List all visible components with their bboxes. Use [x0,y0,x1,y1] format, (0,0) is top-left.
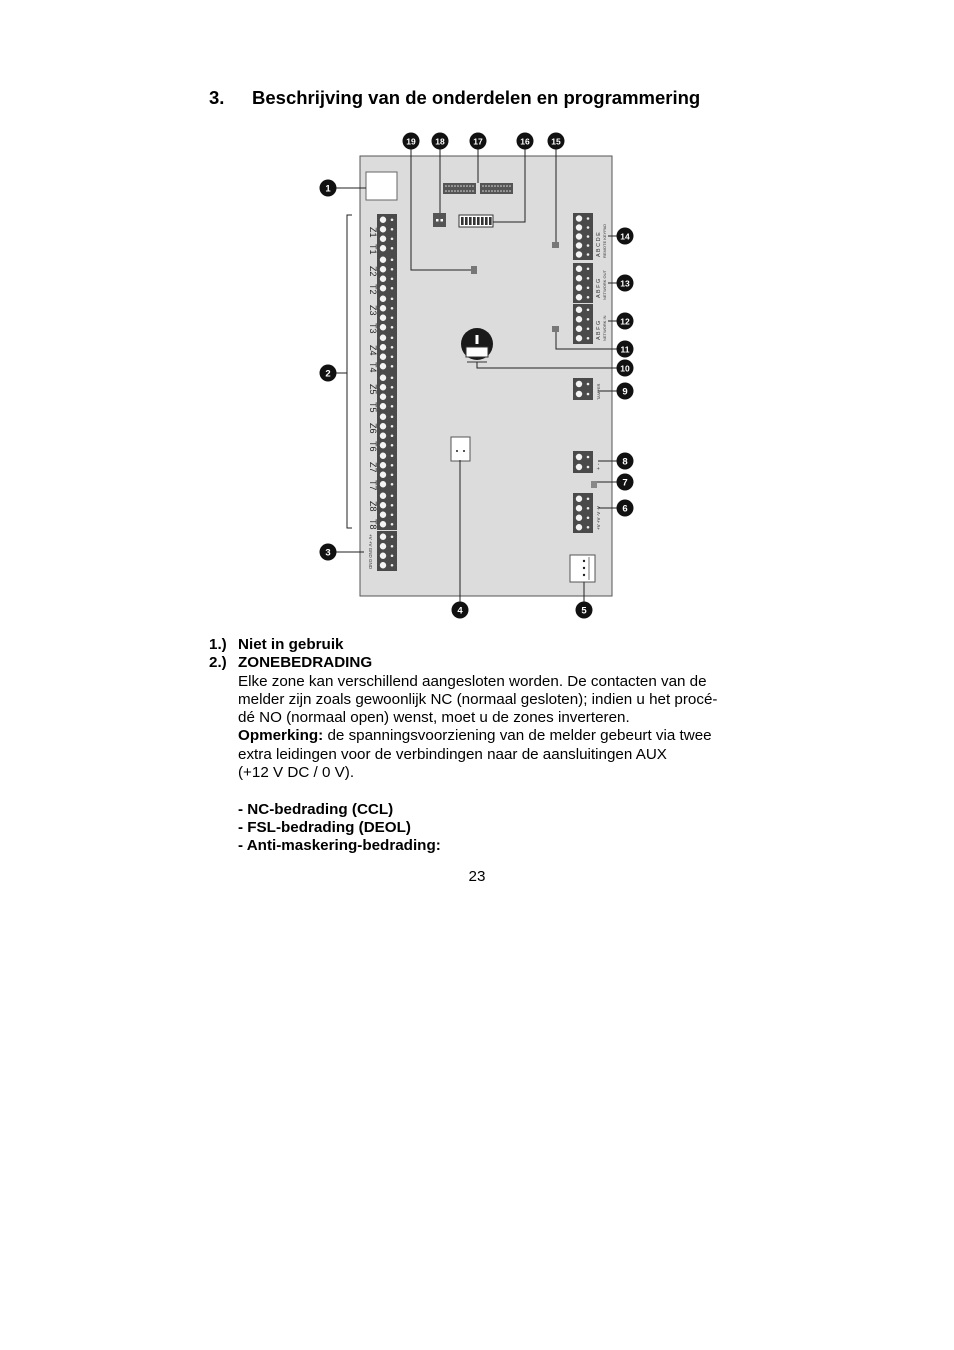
zone-label: T3 [368,323,378,334]
network-in-terminal [573,304,593,344]
callout-number: 13 [620,278,630,289]
note-label: Opmerking: [238,727,324,745]
zone-label: Z3 [368,305,378,316]
callout-18 [432,133,449,150]
zone-terminal-block [377,254,397,294]
callout-19 [403,133,420,150]
callout-number: 10 [620,363,630,374]
callout-17 [470,133,487,150]
zone-label: Z7 [368,462,378,473]
battery-terminal [573,451,593,473]
item-title: Niet in gebruik [238,636,344,653]
wiring-list-item: - Anti-maskering-bedrading: [238,837,441,855]
power-connector [570,555,595,582]
wiring-list-item: - NC-bedrading (CCL) [238,800,394,818]
zone-terminal-block [377,411,397,451]
item-title: ZONEBEDRADING [238,654,373,672]
led-19 [471,266,477,274]
callout-number: 8 [622,456,628,468]
section-number: 3. [209,87,225,108]
section-title: Beschrijving van de onderdelen en programmering [252,87,701,108]
callout-9 [617,383,634,400]
aux-label: +V +V GND GND [368,534,373,570]
callout-number: 19 [406,136,416,147]
item-label: 2.) [209,654,227,672]
callout-number: 17 [473,136,483,147]
note-line: (+12 V DC / 0 V). [238,764,355,782]
zone-label: Z5 [368,384,378,395]
callout-number: 6 [622,503,628,515]
callout-number: 7 [622,477,628,489]
battery-label: + - [596,463,602,470]
zone-terminal-block [377,450,397,490]
zone-label: Z4 [368,345,378,356]
note-line [209,727,769,745]
zone-terminal-block [377,372,397,412]
aux-terminal-block [377,531,397,571]
note-text: de spanningsvoorziening van de melder gebeurt via twee [323,727,712,745]
zone-label: T6 [368,441,378,452]
callout-number: 14 [620,231,630,242]
item-1 [209,636,769,654]
header-connector-left [443,183,476,194]
power-out-terminal [573,493,593,533]
zone-label: Z6 [368,423,378,434]
callout-number: 4 [457,605,463,617]
zone-terminal-block [377,214,397,254]
dip-switch [459,215,493,227]
callout-number: 12 [620,316,630,327]
callout-2 [320,365,337,382]
network-out-pins: A B F G [596,278,602,298]
unused-component [366,172,397,200]
header-connector-right [480,183,513,194]
wiring-list-item: - FSL-bedrading (DEOL) [238,818,411,836]
callout-4 [452,602,469,619]
zone-label: T5 [368,402,378,413]
callout-16 [517,133,534,150]
callout-10 [617,360,634,377]
callout-number: 9 [622,386,628,398]
callout-8 [617,453,634,470]
item-label: 1.) [209,636,227,653]
callout-14 [617,228,634,245]
zone-label: Z8 [368,501,378,512]
network-in-pins: A B F G [596,320,602,340]
item-2 [209,654,769,672]
callout-13 [617,275,634,292]
callout-number: 3 [325,547,331,559]
callout-6 [617,500,634,517]
tamper-terminal [573,378,593,400]
body-line: melder zijn zoals gewoonlijk NC (normaal gesloten); indien u het procé- [238,690,718,708]
white-connector [451,437,470,461]
network-out-terminal [573,263,593,303]
page-number: 23 [468,868,486,885]
callout-1 [320,180,337,197]
zone-terminal-block [377,293,397,333]
led-15 [552,242,559,248]
zone-bracket [347,215,352,528]
callout-number: 18 [435,136,445,147]
zone-terminal-blocks [377,214,397,571]
network-in-caption: NETWORK IN [602,315,607,341]
zone-label: T4 [368,362,378,373]
zone-label: T8 [368,519,378,530]
control-panel-board-diagram [0,0,954,640]
zone-label: T7 [368,480,378,491]
tamper-label: TAMPER [596,383,601,400]
power-out-label: +V +V -V -V [596,505,601,530]
remote-keypad-pins: A B C D E [596,232,602,257]
callout-number: 11 [620,344,630,355]
zone-label: Z2 [368,266,378,277]
zone-terminal-block [377,332,397,372]
callout-number: 15 [551,136,561,147]
led-11 [552,326,559,332]
callout-15 [548,133,565,150]
description-text [209,636,769,856]
zone-label: Z1 [368,227,378,238]
callout-11 [617,341,634,358]
led-7 [591,481,597,488]
zone-label: T2 [368,284,378,295]
jumper [433,213,446,227]
callout-number: 5 [581,605,587,617]
callout-3 [320,544,337,561]
callout-number: 1 [325,183,331,195]
callout-12 [617,313,634,330]
body-line: Elke zone kan verschillend aangesloten worden. De contacten van de [238,672,707,690]
remote-keypad-terminal [573,213,593,260]
remote-keypad-caption: REMOTE KEYPAD [602,223,607,258]
zone-label: T1 [368,244,378,255]
zone-terminal-block [377,490,397,530]
callout-5 [576,602,593,619]
callout-7 [617,474,634,491]
callout-number: 2 [325,368,331,380]
callout-number: 16 [520,136,530,147]
network-out-caption: NETWORK OUT [602,270,607,300]
note-line: extra leidingen voor de verbindingen naar de aansluitingen AUX [238,745,667,763]
body-line: dé NO (normaal open) wenst, moet u de zones inverteren. [238,709,630,727]
